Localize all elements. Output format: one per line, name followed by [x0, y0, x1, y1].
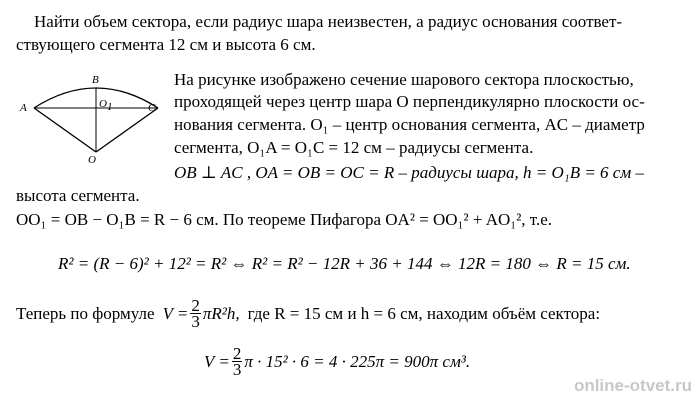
- formula-prefix: Теперь по формуле: [16, 303, 155, 323]
- solution-line-6: высота сегмента.: [16, 186, 140, 205]
- solution-line-4: сегмента, O₁A = O₁C = 12 см – радиусы сегмента.: [174, 138, 534, 157]
- final-v: V =: [204, 351, 230, 371]
- label-o: O: [88, 154, 96, 166]
- radius-oa: [34, 108, 96, 152]
- solution-line-2: проходящей через центр шара O перпендикулярно плоскости ос-: [174, 92, 645, 111]
- final-denominator: 3: [232, 360, 242, 379]
- solution-line-3: нования сегмента. O₁ – центр основания сегмента, AC – диаметр: [174, 115, 645, 134]
- main-equation: R² = (R − 6)² + 12² = R² ⇔ R² = R² − 12R + 36 + 144 ⇔ 12R = 180 ⇔ R = 15 см.: [58, 254, 631, 273]
- final-numerator: 2: [232, 344, 242, 363]
- label-c: C: [148, 102, 156, 114]
- radius-oc: [96, 108, 158, 152]
- solution-line-5: OB ⊥ AC , OA = OB = OC = R – радиусы шара, h = O₁B = 6 см –: [174, 163, 644, 182]
- final-rest: π · 15² · 6 = 4 · 225π = 900π см³.: [244, 351, 471, 371]
- label-a: A: [20, 102, 27, 114]
- formula-line: [16, 298, 600, 329]
- label-o1: $O_1$: [99, 98, 113, 114]
- solution-line-1: На рисунке изображено сечение шарового сектора плоскостью,: [174, 70, 634, 89]
- problem-line-2: ствующего сегмента 12 см и высота 6 см.: [16, 35, 316, 54]
- formula-fraction: [190, 298, 201, 329]
- problem-line-1: Найти объем сектора, если радиус шара неизвестен, а радиус основания соответ-: [34, 12, 623, 31]
- sector-figure: [16, 70, 186, 170]
- formula-suffix: где R = 15 см и h = 6 см, находим объём сектора:: [247, 303, 601, 323]
- formula-rest: πR²h,: [202, 303, 240, 323]
- pythagoras-line: OO₁ = OB − O₁B = R − 6 см. По теореме Пифагора OA² = OO₁² + AO₁², т.е.: [16, 210, 552, 229]
- formula-numerator: 2: [191, 296, 200, 315]
- label-b: B: [92, 74, 99, 86]
- final-fraction: [232, 346, 243, 377]
- final-result-line: [204, 346, 470, 377]
- watermark: online-otvet.ru: [573, 376, 692, 395]
- formula-v: V =: [162, 303, 189, 323]
- formula-denominator: 3: [191, 312, 200, 331]
